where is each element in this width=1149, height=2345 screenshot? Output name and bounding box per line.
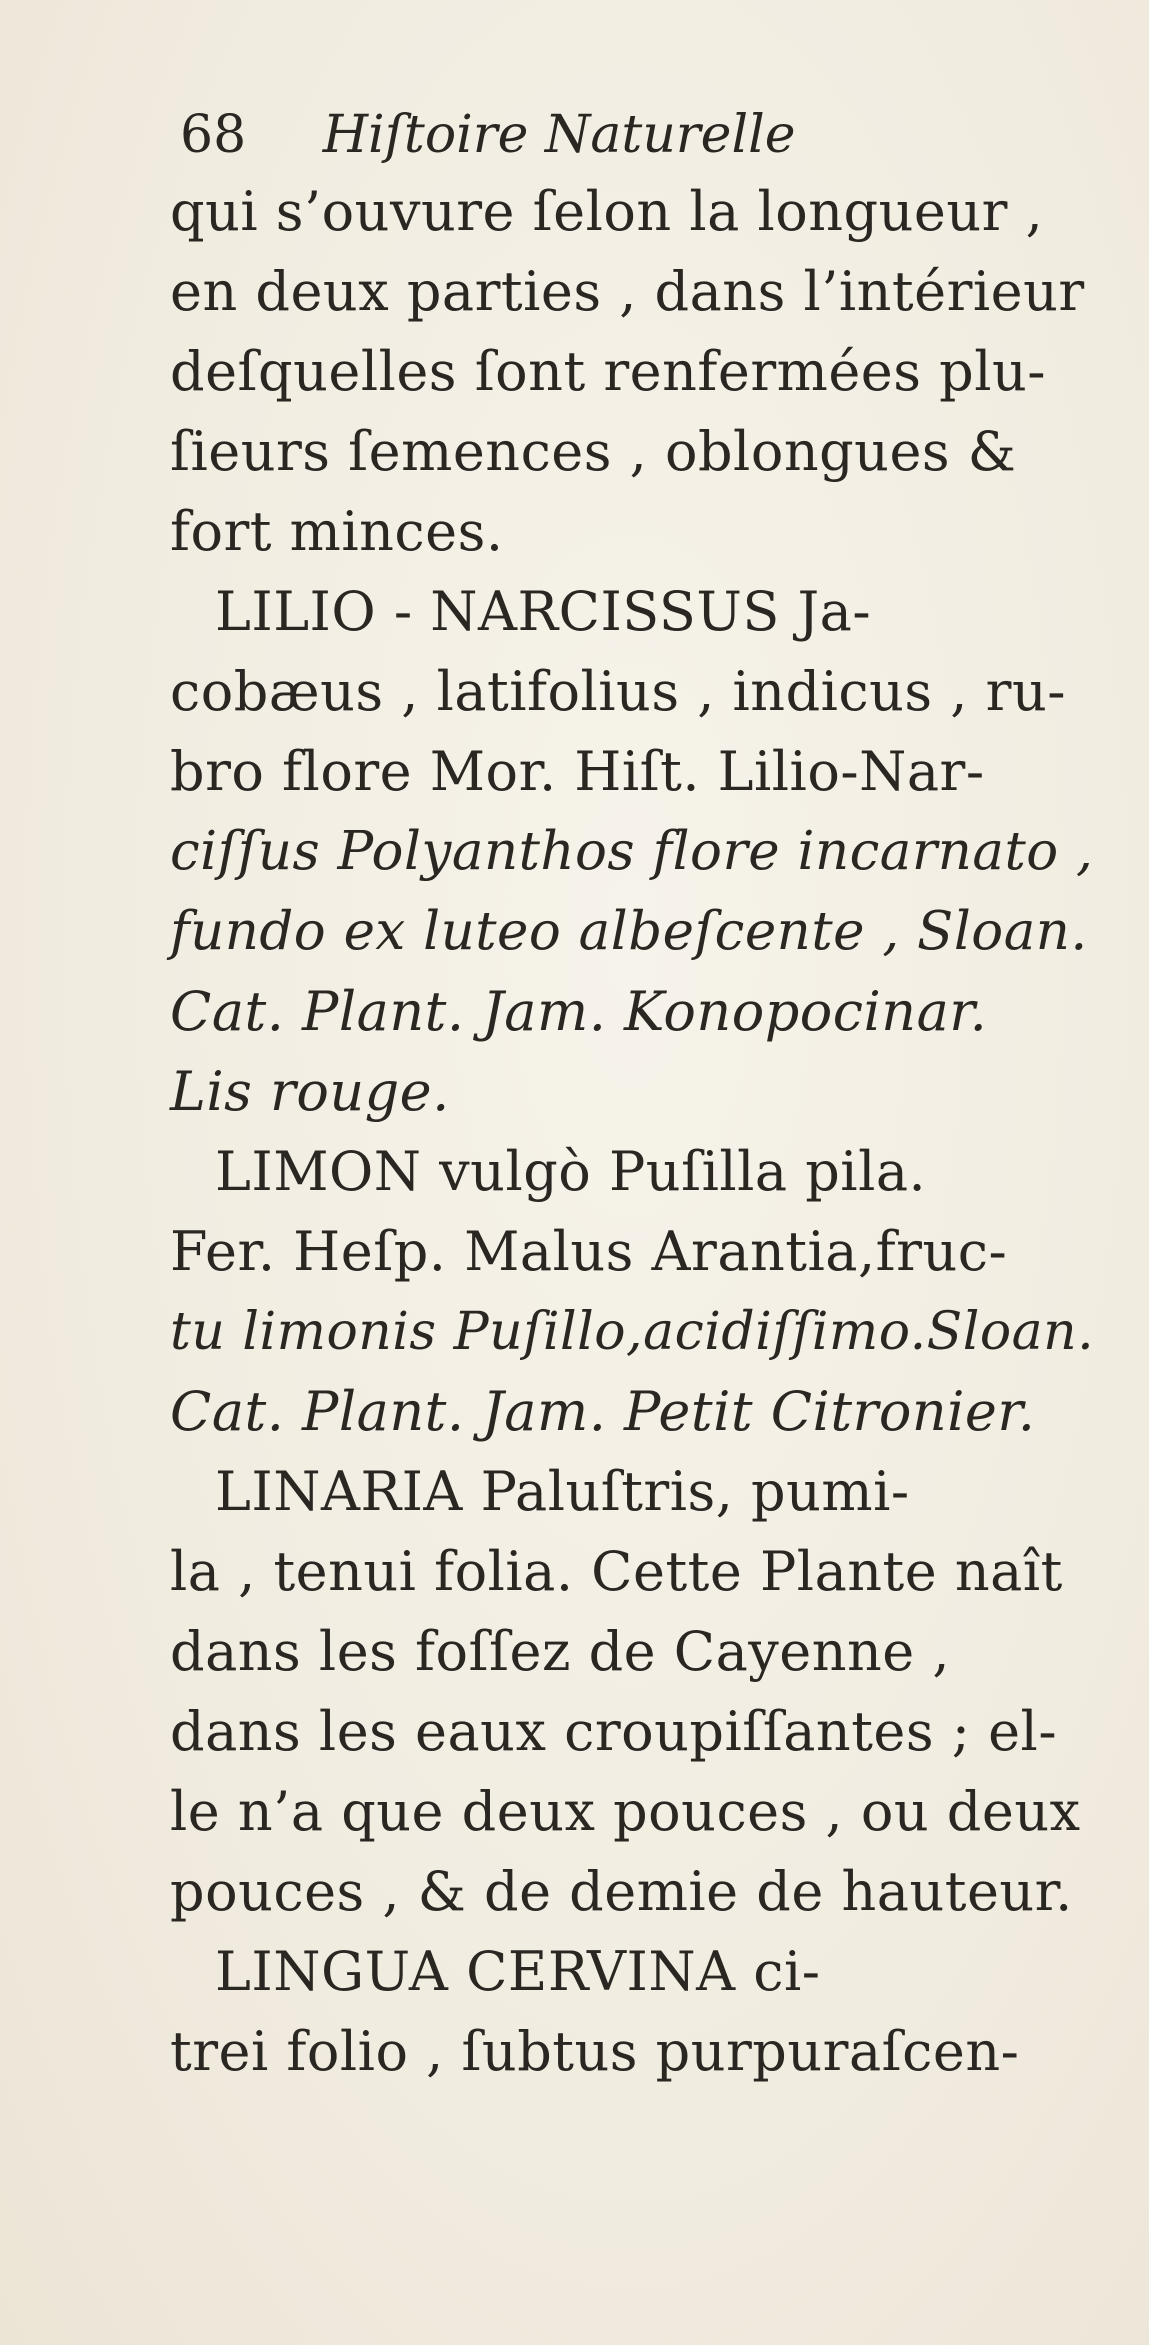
text-line: pouces , & de demie de hauteur. xyxy=(170,1860,1073,1923)
running-title: Hiſtoire Naturelle xyxy=(322,105,796,165)
text-line: fort minces. xyxy=(170,500,504,563)
page-number: 68 xyxy=(180,105,247,165)
text-line: Cat. Plant. Jam. Konopocinar. xyxy=(170,980,988,1043)
text-line: cobæus , latifolius , indicus , ru- xyxy=(170,660,1066,723)
page-header xyxy=(180,100,795,170)
text-line: dans les foſſez de Cayenne , xyxy=(170,1620,951,1683)
text-line: le n’a que deux pouces , ou deux xyxy=(170,1780,1081,1843)
text-line: Lis rouge. xyxy=(170,1060,450,1123)
text-line: la , tenui folia. Cette Plante naît xyxy=(170,1540,1063,1603)
text-line: dans les eaux croupiſſantes ; el- xyxy=(170,1700,1058,1763)
entry-heading-line: LINARIA Paluſtris, pumi- xyxy=(215,1460,910,1523)
text-line: Cat. Plant. Jam. Petit Citronier. xyxy=(170,1380,1036,1443)
text-line: qui s’ouvure ſelon la longueur , xyxy=(170,180,1044,243)
text-line: deſquelles ſont renfermées plu- xyxy=(170,340,1046,403)
text-line: Fer. Heſp. Malus Arantia,fruc- xyxy=(170,1220,1008,1283)
entry-heading-line: LINGUA CERVINA ci- xyxy=(215,1940,821,2003)
text-line: bro flore Mor. Hiſt. Lilio-Nar- xyxy=(170,740,985,803)
text-line: ciſſus Polyanthos flore incarnato , xyxy=(170,821,1094,882)
entry-heading-line: LIMON vulgò Puſilla pila. xyxy=(215,1140,927,1203)
text-line: tu limonis Puſillo,acidiſſimo.Sloan. xyxy=(170,1302,1095,1362)
text-line: trei folio , ſubtus purpuraſcen- xyxy=(170,2020,1020,2083)
entry-heading-line: LILIO - NARCISSUS Ja- xyxy=(215,580,872,643)
text-line: ſieurs ſemences , oblongues & xyxy=(170,420,1017,483)
text-line: fundo ex luteo albeſcente , Sloan. xyxy=(170,901,1088,962)
text-line: en deux parties , dans l’intérieur xyxy=(170,260,1085,323)
